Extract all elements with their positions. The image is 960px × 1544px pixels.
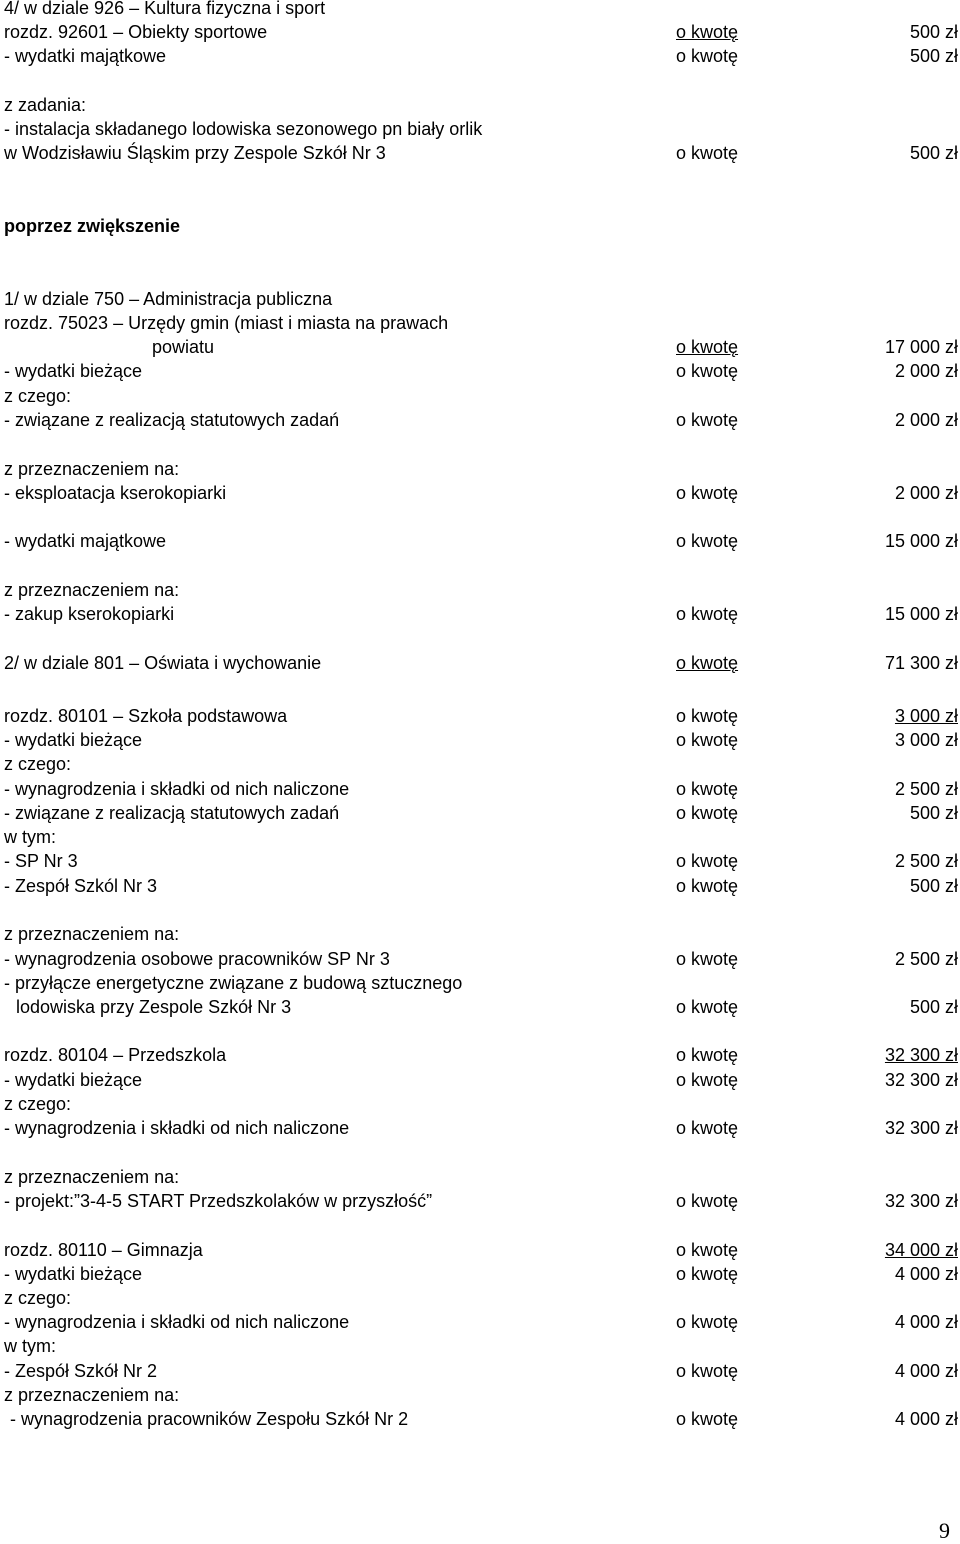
section-heading: poprzez zwiększenie <box>4 216 181 236</box>
line: - wydatki bieżące o kwotę 4 000 zł <box>4 1264 958 1284</box>
line: powiatu o kwotę 17 000 zł <box>152 337 958 357</box>
line: z przeznaczeniem na: <box>4 1385 180 1405</box>
line: 4/ w dziale 926 – Kultura fizyczna i sport <box>4 0 326 18</box>
line: z przeznaczeniem na: <box>4 1167 180 1187</box>
line: z przeznaczeniem na: <box>4 459 180 479</box>
line: w Wodzisławiu Śląskim przy Zespole Szkół Nr 3 o kwotę 500 zł <box>4 143 958 163</box>
line: - wynagrodzenia pracowników Zespołu Szkół Nr 2 o kwotę 4 000 zł <box>10 1409 958 1429</box>
line: - związane z realizacją statutowych zadań o kwotę 2 000 zł <box>4 410 958 430</box>
line: 1/ w dziale 750 – Administracja publiczna <box>4 289 333 309</box>
line: lodowiska przy Zespole Szkół Nr 3 o kwotę 500 zł <box>16 997 958 1017</box>
line: - wydatki bieżące o kwotę 32 300 zł <box>4 1070 958 1090</box>
line: - instalacja składanego lodowiska sezonowego pn biały orlik <box>4 119 483 139</box>
line: - wydatki bieżące o kwotę 3 000 zł <box>4 730 958 750</box>
line: - SP Nr 3 o kwotę 2 500 zł <box>4 851 958 871</box>
line: w tym: <box>4 827 56 847</box>
line: rozdz. 75023 – Urzędy gmin (miast i miasta na prawach <box>4 313 449 333</box>
line: - wynagrodzenia i składki od nich naliczone o kwotę 4 000 zł <box>4 1312 958 1332</box>
line: rozdz. 80110 – Gimnazja o kwotę 34 000 zł <box>4 1240 958 1260</box>
line: - wydatki bieżące o kwotę 2 000 zł <box>4 361 958 381</box>
page-number: 9 <box>939 1518 950 1543</box>
line: 2/ w dziale 801 – Oświata i wychowanie o kwotę 71 300 zł <box>4 653 958 673</box>
line: rozdz. 80101 – Szkoła podstawowa o kwotę 3 000 zł <box>4 706 958 726</box>
line: z przeznaczeniem na: <box>4 924 180 944</box>
line: z przeznaczeniem na: <box>4 580 180 600</box>
line: - eksploatacja kserokopiarki o kwotę 2 000 zł <box>4 483 958 503</box>
line: - zakup kserokopiarki o kwotę 15 000 zł <box>4 604 958 624</box>
line: w tym: <box>4 1336 56 1356</box>
line: - wydatki majątkowe o kwotę 15 000 zł <box>4 531 958 551</box>
line: - wynagrodzenia i składki od nich naliczone o kwotę 32 300 zł <box>4 1118 958 1138</box>
line: z czego: <box>4 386 72 406</box>
line: - wydatki majątkowe o kwotę 500 zł <box>4 46 958 66</box>
line: z zadania: <box>4 95 87 115</box>
line: - Zespół Szkół Nr 2 o kwotę 4 000 zł <box>4 1361 958 1381</box>
line: rozdz. 80104 – Przedszkola o kwotę 32 300 zł <box>4 1045 958 1065</box>
line: z czego: <box>4 1288 72 1308</box>
line: - wynagrodzenia osobowe pracowników SP Nr 3 o kwotę 2 500 zł <box>4 949 958 969</box>
line: - związane z realizacją statutowych zadań o kwotę 500 zł <box>4 803 958 823</box>
line: - projekt:”3-4-5 START Przedszkolaków w przyszłość” o kwotę 32 300 zł <box>4 1191 958 1211</box>
line: - Zespół Szkól Nr 3 o kwotę 500 zł <box>4 876 958 896</box>
line: - wynagrodzenia i składki od nich naliczone o kwotę 2 500 zł <box>4 779 958 799</box>
line: z czego: <box>4 1094 72 1114</box>
line: z czego: <box>4 754 72 774</box>
line: - przyłącze energetyczne związane z budową sztucznego <box>4 973 463 993</box>
line: rozdz. 92601 – Obiekty sportowe o kwotę 500 zł <box>4 22 958 42</box>
